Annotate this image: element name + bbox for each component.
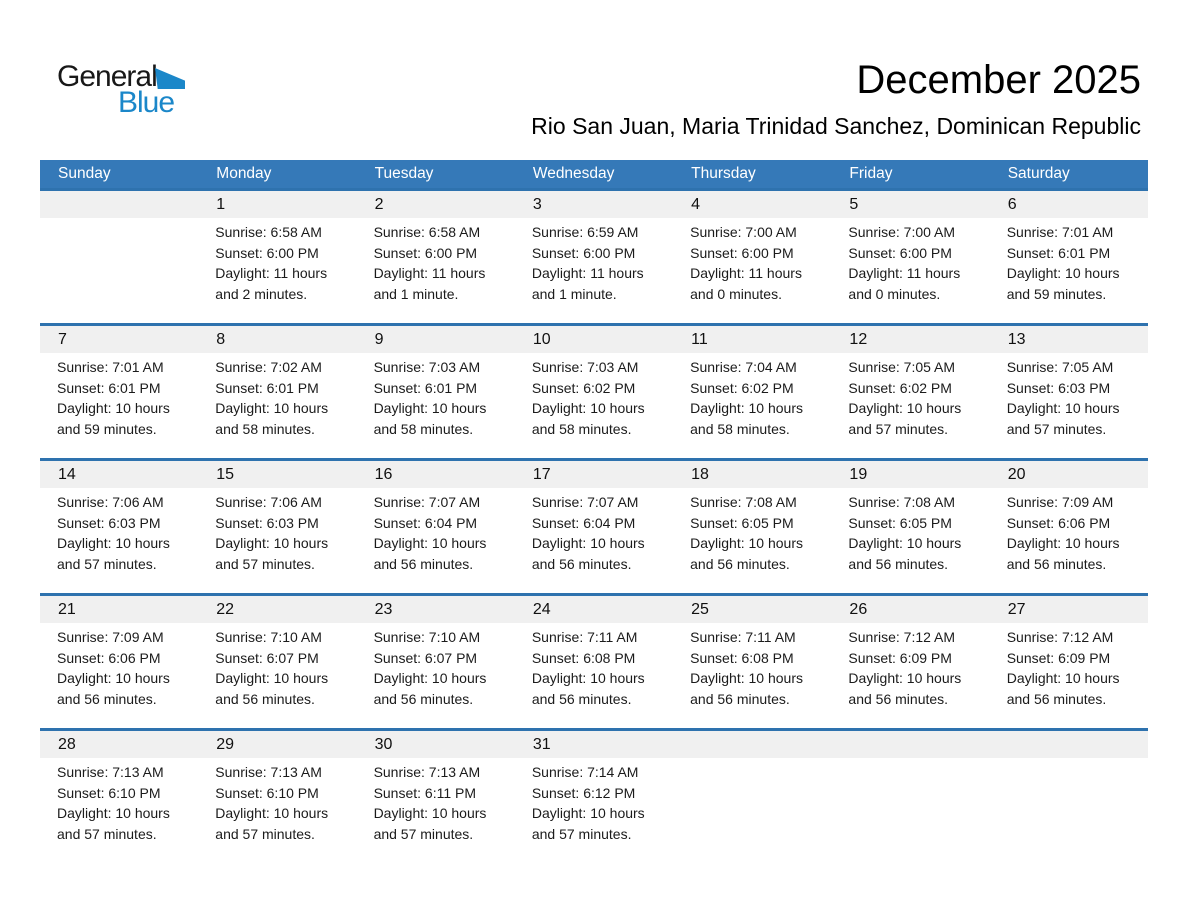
date-band [515, 326, 673, 353]
daylight-text: Daylight: 11 hours [215, 265, 328, 281]
sunset-text: Sunset: 6:00 PM [531, 244, 636, 261]
daylight-text-cont: and 57 minutes. [57, 555, 157, 572]
sunrise-text: Sunrise: 6:59 AM [531, 224, 639, 240]
sunrise-text: Sunrise: 7:07 AM [373, 494, 481, 510]
sunrise-text: Sunrise: 7:02 AM [215, 359, 322, 375]
sunset-text: Sunset: 6:08 PM [531, 649, 636, 666]
daylight-text-cont: and 1 minute. [373, 285, 459, 302]
sunrise-text: Sunrise: 7:13 AM [57, 764, 164, 780]
calendar-table [40, 160, 1148, 863]
sunset-text: Sunset: 6:08 PM [690, 649, 794, 666]
day-cell-15 [198, 461, 356, 593]
date-band [673, 461, 831, 488]
location-subtitle: Rio San Juan, Maria Trinidad Sanchez, Dominican Republic [531, 113, 1141, 139]
daylight-text: Daylight: 10 hours [1006, 400, 1120, 416]
date-band [515, 596, 673, 623]
daylight-text-cont: and 56 minutes. [690, 555, 790, 572]
sunset-text: Sunset: 6:07 PM [215, 649, 319, 666]
day-cell-6 [990, 191, 1148, 323]
day-details [831, 623, 989, 709]
day-number: 6 [1007, 196, 1017, 213]
day-cell-17 [515, 461, 673, 593]
daylight-text: Daylight: 10 hours [373, 670, 487, 686]
day-cell-28 [40, 731, 198, 863]
day-number: 25 [691, 601, 709, 618]
sunset-text: Sunset: 6:04 PM [373, 514, 478, 531]
day-header-friday: Friday [849, 165, 893, 182]
day-number: 14 [58, 466, 76, 483]
date-band [673, 596, 831, 623]
sunrise-text: Sunrise: 7:00 AM [848, 224, 956, 240]
day-details [198, 623, 356, 709]
date-band [673, 191, 831, 218]
day-number: 28 [58, 736, 76, 753]
day-number: 10 [532, 331, 551, 348]
sunrise-text: Sunrise: 7:05 AM [848, 359, 956, 375]
day-number: 19 [849, 466, 868, 483]
daylight-text: Daylight: 10 hours [1006, 265, 1120, 281]
day-cell-11 [673, 326, 831, 458]
date-band [357, 596, 515, 623]
date-band [831, 731, 989, 758]
day-details [357, 623, 515, 709]
day-details [40, 218, 198, 222]
day-details [357, 218, 515, 304]
daylight-text-cont: and 56 minutes. [57, 690, 157, 707]
daylight-text: Daylight: 10 hours [848, 400, 962, 416]
day-details [831, 353, 989, 439]
daylight-text: Daylight: 10 hours [1006, 670, 1120, 686]
day-details [515, 353, 673, 439]
sunrise-text: Sunrise: 7:09 AM [1006, 494, 1114, 510]
daylight-text: Daylight: 10 hours [373, 805, 487, 821]
day-cell-20 [990, 461, 1148, 593]
date-band [990, 596, 1148, 623]
sunrise-text: Sunrise: 7:05 AM [1006, 359, 1114, 375]
day-number: 15 [216, 466, 235, 483]
day-details [990, 623, 1148, 709]
day-cell-16 [357, 461, 515, 593]
daylight-text: Daylight: 10 hours [57, 670, 170, 686]
sunrise-text: Sunrise: 7:10 AM [373, 629, 481, 645]
sunrise-text: Sunrise: 7:01 AM [57, 359, 164, 375]
sunset-text: Sunset: 6:03 PM [57, 514, 161, 531]
day-number: 4 [691, 196, 701, 213]
daylight-text-cont: and 58 minutes. [531, 420, 632, 437]
sunrise-text: Sunrise: 7:06 AM [215, 494, 322, 510]
day-cell-10 [515, 326, 673, 458]
daylight-text: Daylight: 10 hours [531, 535, 645, 551]
day-number: 2 [374, 196, 384, 213]
day-number: 21 [58, 601, 76, 618]
sunrise-text: Sunrise: 7:13 AM [373, 764, 481, 780]
daylight-text-cont: and 1 minute. [531, 285, 617, 302]
empty-day-cell [40, 191, 198, 323]
sunset-text: Sunset: 6:06 PM [1006, 514, 1111, 531]
day-cell-26 [831, 596, 989, 728]
day-details [357, 488, 515, 574]
date-band [515, 731, 673, 758]
date-band [198, 596, 356, 623]
day-number: 27 [1007, 601, 1026, 618]
day-details [40, 758, 198, 844]
daylight-text-cont: and 56 minutes. [848, 690, 949, 707]
day-cell-22 [198, 596, 356, 728]
daylight-text: Daylight: 10 hours [215, 535, 329, 551]
sunrise-text: Sunrise: 7:13 AM [215, 764, 322, 780]
sunset-text: Sunset: 6:00 PM [690, 244, 794, 261]
sunset-text: Sunset: 6:04 PM [531, 514, 636, 531]
sunset-text: Sunset: 6:00 PM [848, 244, 952, 261]
weekday-header-row [40, 160, 1148, 188]
day-details [515, 758, 673, 844]
date-band [990, 326, 1148, 353]
day-number: 29 [216, 736, 235, 753]
day-details [673, 353, 831, 439]
sunset-text: Sunset: 6:07 PM [373, 649, 478, 666]
daylight-text-cont: and 56 minutes. [848, 555, 949, 572]
day-number: 9 [374, 331, 384, 348]
daylight-text-cont: and 57 minutes. [373, 825, 474, 842]
day-cell-21 [40, 596, 198, 728]
daylight-text: Daylight: 10 hours [373, 400, 487, 416]
daylight-text-cont: and 2 minutes. [215, 285, 308, 302]
sunset-text: Sunset: 6:09 PM [848, 649, 952, 666]
day-number: 23 [374, 601, 393, 618]
day-cell-2 [357, 191, 515, 323]
day-cell-31 [515, 731, 673, 863]
date-band [40, 461, 198, 488]
daylight-text-cont: and 58 minutes. [373, 420, 474, 437]
sunrise-text: Sunrise: 7:06 AM [57, 494, 164, 510]
daylight-text: Daylight: 10 hours [531, 805, 645, 821]
day-details [357, 353, 515, 439]
daylight-text-cont: and 56 minutes. [215, 690, 315, 707]
day-number: 24 [532, 601, 551, 618]
day-cell-27 [990, 596, 1148, 728]
day-number: 17 [532, 466, 551, 483]
sunset-text: Sunset: 6:00 PM [373, 244, 478, 261]
day-details [990, 758, 1148, 762]
daylight-text: Daylight: 10 hours [57, 805, 170, 821]
day-cell-19 [831, 461, 989, 593]
day-header-sunday: Sunday [58, 165, 111, 182]
day-number: 26 [849, 601, 868, 618]
logo-blue-text: Blue [118, 86, 175, 119]
sunset-text: Sunset: 6:03 PM [215, 514, 319, 531]
sunset-text: Sunset: 6:01 PM [373, 379, 478, 396]
date-band [357, 731, 515, 758]
day-header-wednesday: Wednesday [532, 165, 615, 182]
day-cell-25 [673, 596, 831, 728]
daylight-text-cont: and 57 minutes. [57, 825, 157, 842]
day-number: 1 [216, 196, 226, 213]
sunset-text: Sunset: 6:03 PM [1006, 379, 1111, 396]
day-number: 20 [1007, 466, 1026, 483]
sunrise-text: Sunrise: 7:14 AM [531, 764, 639, 780]
sunrise-text: Sunrise: 7:11 AM [690, 629, 796, 645]
date-band [198, 326, 356, 353]
day-details [40, 623, 198, 709]
day-cell-13 [990, 326, 1148, 458]
empty-day-cell [673, 731, 831, 863]
sunrise-text: Sunrise: 7:09 AM [57, 629, 164, 645]
daylight-text: Daylight: 10 hours [531, 400, 645, 416]
day-cell-18 [673, 461, 831, 593]
day-cell-14 [40, 461, 198, 593]
logo-general-text: General [57, 60, 157, 93]
date-band [673, 731, 831, 758]
day-details [673, 758, 831, 762]
day-number: 7 [58, 331, 67, 348]
date-band [198, 731, 356, 758]
daylight-text: Daylight: 10 hours [848, 535, 962, 551]
day-number: 8 [216, 331, 226, 348]
daylight-text: Daylight: 11 hours [373, 265, 486, 281]
date-band [40, 731, 198, 758]
sunrise-text: Sunrise: 7:11 AM [531, 629, 638, 645]
day-cell-7 [40, 326, 198, 458]
sunset-text: Sunset: 6:00 PM [215, 244, 319, 261]
day-details [673, 218, 831, 304]
sunrise-text: Sunrise: 6:58 AM [215, 224, 322, 240]
sunrise-text: Sunrise: 7:00 AM [690, 224, 797, 240]
sunset-text: Sunset: 6:12 PM [531, 784, 636, 801]
sunset-text: Sunset: 6:06 PM [57, 649, 161, 666]
sunrise-text: Sunrise: 7:07 AM [531, 494, 639, 510]
daylight-text: Daylight: 10 hours [848, 670, 962, 686]
day-header-monday: Monday [216, 165, 272, 182]
daylight-text: Daylight: 10 hours [57, 400, 170, 416]
daylight-text-cont: and 57 minutes. [215, 555, 315, 572]
sunrise-text: Sunrise: 7:08 AM [690, 494, 797, 510]
day-details [198, 353, 356, 439]
month-title: December 2025 [856, 58, 1141, 102]
sunrise-text: Sunrise: 7:12 AM [1006, 629, 1114, 645]
date-band [357, 326, 515, 353]
sunset-text: Sunset: 6:01 PM [1006, 244, 1111, 261]
day-details [40, 353, 198, 439]
day-details [198, 488, 356, 574]
day-details [40, 488, 198, 574]
week-row [40, 188, 1148, 323]
day-details [198, 218, 356, 304]
sunset-text: Sunset: 6:10 PM [215, 784, 319, 801]
daylight-text: Daylight: 10 hours [690, 400, 803, 416]
daylight-text: Daylight: 10 hours [531, 670, 645, 686]
date-band [831, 191, 989, 218]
day-number: 3 [532, 196, 542, 213]
daylight-text-cont: and 56 minutes. [1006, 555, 1107, 572]
daylight-text-cont: and 56 minutes. [373, 690, 474, 707]
date-band [198, 461, 356, 488]
date-band [673, 326, 831, 353]
sunrise-text: Sunrise: 7:04 AM [690, 359, 797, 375]
daylight-text-cont: and 58 minutes. [690, 420, 790, 437]
day-cell-30 [357, 731, 515, 863]
day-cell-5 [831, 191, 989, 323]
day-number: 30 [374, 736, 393, 753]
day-number: 16 [374, 466, 393, 483]
day-details [357, 758, 515, 844]
day-details [515, 488, 673, 574]
week-row [40, 323, 1148, 458]
day-cell-9 [357, 326, 515, 458]
daylight-text-cont: and 57 minutes. [531, 825, 632, 842]
sunrise-text: Sunrise: 7:12 AM [848, 629, 956, 645]
day-cell-12 [831, 326, 989, 458]
day-number: 31 [532, 736, 551, 753]
date-band [990, 191, 1148, 218]
sunset-text: Sunset: 6:10 PM [57, 784, 161, 801]
sunset-text: Sunset: 6:11 PM [373, 784, 477, 801]
day-number: 12 [849, 331, 868, 348]
daylight-text: Daylight: 11 hours [531, 265, 644, 281]
calendar-weeks [40, 188, 1148, 863]
date-band [357, 191, 515, 218]
empty-day-cell [831, 731, 989, 863]
day-number: 18 [691, 466, 709, 483]
week-row [40, 593, 1148, 728]
week-row [40, 458, 1148, 593]
day-cell-4 [673, 191, 831, 323]
date-band [831, 326, 989, 353]
date-band [198, 191, 356, 218]
sunrise-text: Sunrise: 6:58 AM [373, 224, 481, 240]
day-details [831, 218, 989, 304]
daylight-text-cont: and 57 minutes. [1006, 420, 1107, 437]
sunrise-text: Sunrise: 7:03 AM [531, 359, 639, 375]
date-band [40, 191, 198, 218]
sunset-text: Sunset: 6:02 PM [690, 379, 794, 396]
day-details [990, 488, 1148, 574]
daylight-text: Daylight: 10 hours [215, 805, 329, 821]
empty-day-cell [990, 731, 1148, 863]
day-number: 11 [691, 331, 708, 348]
week-row [40, 728, 1148, 863]
date-band [515, 461, 673, 488]
title-block [531, 56, 1141, 141]
day-cell-24 [515, 596, 673, 728]
daylight-text: Daylight: 10 hours [690, 670, 803, 686]
date-band [515, 191, 673, 218]
day-cell-23 [357, 596, 515, 728]
date-band [40, 596, 198, 623]
daylight-text-cont: and 56 minutes. [531, 555, 632, 572]
day-details [990, 218, 1148, 304]
sunset-text: Sunset: 6:05 PM [690, 514, 794, 531]
date-band [990, 731, 1148, 758]
daylight-text-cont: and 0 minutes. [690, 285, 782, 302]
daylight-text: Daylight: 10 hours [215, 400, 329, 416]
daylight-text: Daylight: 10 hours [373, 535, 487, 551]
sunset-text: Sunset: 6:01 PM [57, 379, 161, 396]
daylight-text-cont: and 56 minutes. [1006, 690, 1107, 707]
day-header-thursday: Thursday [691, 165, 756, 182]
daylight-text: Daylight: 10 hours [215, 670, 329, 686]
day-number: 13 [1007, 331, 1026, 348]
day-cell-29 [198, 731, 356, 863]
sunrise-text: Sunrise: 7:08 AM [848, 494, 956, 510]
sunset-text: Sunset: 6:01 PM [215, 379, 319, 396]
sunset-text: Sunset: 6:02 PM [531, 379, 636, 396]
general-blue-logo [57, 62, 247, 122]
day-details [831, 758, 989, 762]
day-number: 5 [849, 196, 859, 213]
day-details [515, 218, 673, 304]
sunset-text: Sunset: 6:05 PM [848, 514, 952, 531]
sunset-text: Sunset: 6:09 PM [1006, 649, 1111, 666]
day-details [673, 623, 831, 709]
sunrise-text: Sunrise: 7:03 AM [373, 359, 481, 375]
daylight-text-cont: and 56 minutes. [690, 690, 790, 707]
date-band [357, 461, 515, 488]
daylight-text-cont: and 56 minutes. [373, 555, 474, 572]
daylight-text: Daylight: 10 hours [57, 535, 170, 551]
daylight-text: Daylight: 10 hours [1006, 535, 1120, 551]
day-details [673, 488, 831, 574]
day-details [515, 623, 673, 709]
day-header-saturday: Saturday [1007, 165, 1070, 182]
date-band [831, 461, 989, 488]
daylight-text: Daylight: 11 hours [848, 265, 961, 281]
date-band [40, 326, 198, 353]
day-number: 22 [216, 601, 235, 618]
sunrise-text: Sunrise: 7:01 AM [1006, 224, 1114, 240]
daylight-text: Daylight: 10 hours [690, 535, 803, 551]
daylight-text-cont: and 57 minutes. [848, 420, 949, 437]
day-details [831, 488, 989, 574]
daylight-text-cont: and 59 minutes. [1006, 285, 1107, 302]
daylight-text-cont: and 59 minutes. [57, 420, 157, 437]
day-header-tuesday: Tuesday [374, 165, 434, 182]
day-details [198, 758, 356, 844]
daylight-text-cont: and 0 minutes. [848, 285, 941, 302]
date-band [831, 596, 989, 623]
daylight-text-cont: and 57 minutes. [215, 825, 315, 842]
sunset-text: Sunset: 6:02 PM [848, 379, 952, 396]
day-cell-8 [198, 326, 356, 458]
day-cell-3 [515, 191, 673, 323]
daylight-text-cont: and 58 minutes. [215, 420, 315, 437]
day-cell-1 [198, 191, 356, 323]
day-details [990, 353, 1148, 439]
daylight-text: Daylight: 11 hours [690, 265, 802, 281]
date-band [990, 461, 1148, 488]
sunrise-text: Sunrise: 7:10 AM [215, 629, 322, 645]
daylight-text-cont: and 56 minutes. [531, 690, 632, 707]
